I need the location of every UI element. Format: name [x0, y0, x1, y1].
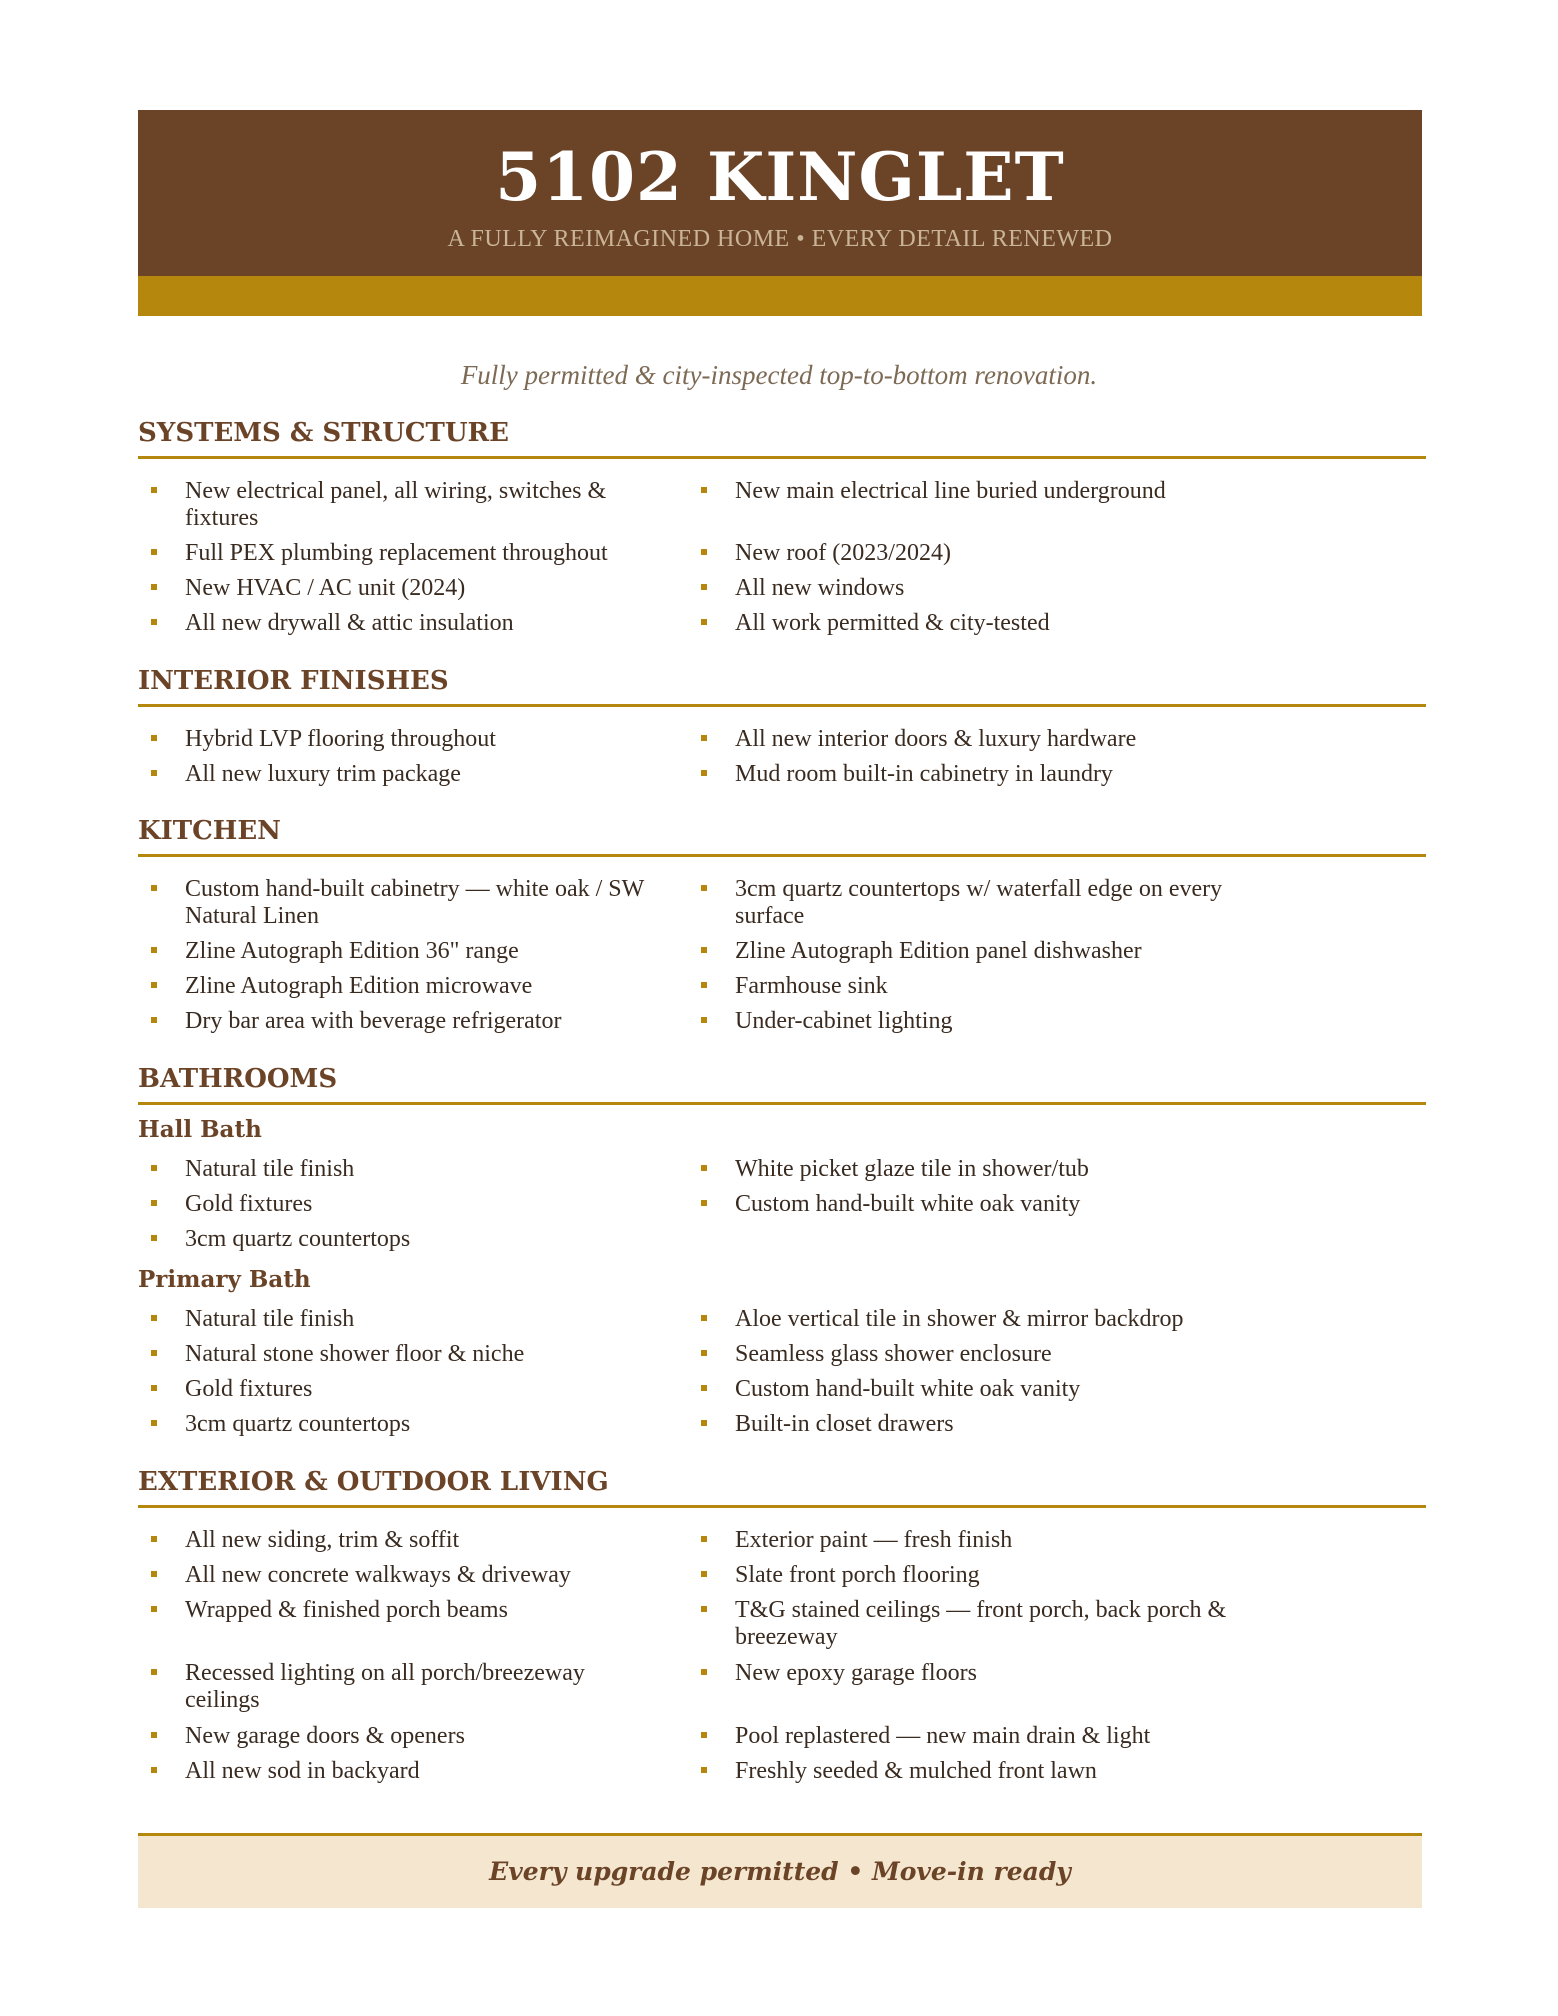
bullet-icon [701, 1350, 707, 1356]
bullet-icon [701, 1165, 707, 1171]
list-item: 3cm quartz countertops [185, 1226, 665, 1253]
footer-banner [138, 1833, 1422, 1908]
page-header [138, 110, 1422, 316]
tagline: Fully permitted & city-inspected top-to-bottom renovation. [460, 360, 1098, 390]
bullet-icon [701, 1732, 707, 1738]
bullet-icon [701, 584, 707, 590]
list-item: New roof (2023/2024) [735, 540, 1235, 567]
list-item: Custom hand-built cabinetry — white oak / SW Natural Linen [185, 876, 665, 930]
bullet-icon [701, 770, 707, 776]
list-item: All new sod in backyard [185, 1758, 665, 1785]
bullet-icon [151, 1571, 157, 1577]
section-title-exterior: EXTERIOR & OUTDOOR LIVING [138, 1467, 1426, 1508]
bullet-icon [151, 1669, 157, 1675]
list-item: Seamless glass shower enclosure [735, 1341, 1235, 1368]
bullet-icon [701, 735, 707, 741]
bullet-icon [701, 982, 707, 988]
list-item: Custom hand-built white oak vanity [735, 1191, 1235, 1218]
list-item: Natural stone shower floor & niche [185, 1341, 665, 1368]
bullet-icon [151, 1235, 157, 1241]
bullet-icon [151, 947, 157, 953]
bullet-icon [151, 487, 157, 493]
list-item: All new drywall & attic insulation [185, 610, 665, 637]
page-subtitle: A FULLY REIMAGINED HOME • EVERY DETAIL RENEWED [447, 226, 1113, 252]
bullet-icon [151, 1536, 157, 1542]
list-item: Exterior paint — fresh finish [735, 1527, 1235, 1554]
list-item: Full PEX plumbing replacement throughout [185, 540, 665, 567]
bullet-icon [701, 1767, 707, 1773]
list-item: Under-cabinet lighting [735, 1008, 1235, 1035]
footer-text: Every upgrade permitted • Move-in ready [489, 1857, 1071, 1886]
list-item: White picket glaze tile in shower/tub [735, 1156, 1235, 1183]
list-item: Dry bar area with beverage refrigerator [185, 1008, 665, 1035]
list-item: Farmhouse sink [735, 973, 1235, 1000]
bullet-icon [701, 885, 707, 891]
bullet-icon [701, 1606, 707, 1612]
list-item: Pool replastered — new main drain & light [735, 1723, 1235, 1750]
bullet-icon [151, 1385, 157, 1391]
list-item: All new interior doors & luxury hardware [735, 726, 1235, 753]
list-item: Aloe vertical tile in shower & mirror backdrop [735, 1306, 1235, 1333]
bullet-icon [151, 584, 157, 590]
bullet-icon [701, 549, 707, 555]
list-item: Built-in closet drawers [735, 1411, 1235, 1438]
list-item: New garage doors & openers [185, 1723, 665, 1750]
bullet-icon [701, 1200, 707, 1206]
list-item: All new siding, trim & soffit [185, 1527, 665, 1554]
list-item: Natural tile finish [185, 1156, 665, 1183]
list-item: All new luxury trim package [185, 761, 665, 788]
list-item: Gold fixtures [185, 1376, 665, 1403]
list-item: Zline Autograph Edition panel dishwasher [735, 938, 1235, 965]
bullet-icon [151, 1606, 157, 1612]
header-gold-band [138, 276, 1422, 316]
bullet-icon [151, 1420, 157, 1426]
bullet-icon [151, 1350, 157, 1356]
bullet-icon [701, 1669, 707, 1675]
bullet-icon [151, 1315, 157, 1321]
bullet-icon [151, 1165, 157, 1171]
list-item: Custom hand-built white oak vanity [735, 1376, 1235, 1403]
bullet-icon [701, 1536, 707, 1542]
bullet-icon [151, 982, 157, 988]
list-item: All new windows [735, 575, 1235, 602]
list-item: Recessed lighting on all porch/breezeway ceilings [185, 1660, 665, 1714]
bullet-icon [151, 1767, 157, 1773]
list-item: 3cm quartz countertops [185, 1411, 665, 1438]
bullet-icon [151, 1017, 157, 1023]
list-item: New epoxy garage floors [735, 1660, 1235, 1687]
list-item: Slate front porch flooring [735, 1562, 1235, 1589]
subsection-title-hall-bath: Hall Bath [138, 1116, 262, 1143]
list-item: Gold fixtures [185, 1191, 665, 1218]
list-item: New main electrical line buried underground [735, 478, 1235, 505]
list-item: Zline Autograph Edition 36" range [185, 938, 665, 965]
list-item: Freshly seeded & mulched front lawn [735, 1758, 1235, 1785]
list-item: Mud room built-in cabinetry in laundry [735, 761, 1235, 788]
section-title-systems: SYSTEMS & STRUCTURE [138, 418, 1426, 459]
bullet-icon [701, 1017, 707, 1023]
bullet-icon [151, 735, 157, 741]
bullet-icon [701, 619, 707, 625]
page-title: 5102 KINGLET [495, 138, 1065, 216]
section-title-kitchen: KITCHEN [138, 816, 1426, 857]
list-item: New HVAC / AC unit (2024) [185, 575, 665, 602]
bullet-icon [701, 1385, 707, 1391]
list-item: 3cm quartz countertops w/ waterfall edge on every surface [735, 876, 1235, 930]
section-title-bathrooms: BATHROOMS [138, 1064, 1426, 1105]
list-item: Natural tile finish [185, 1306, 665, 1333]
bullet-icon [701, 1315, 707, 1321]
list-item: T&G stained ceilings — front porch, back porch & breezeway [735, 1597, 1235, 1651]
bullet-icon [701, 1571, 707, 1577]
bullet-icon [701, 1420, 707, 1426]
bullet-icon [151, 549, 157, 555]
bullet-icon [701, 487, 707, 493]
bullet-icon [151, 619, 157, 625]
bullet-icon [151, 1200, 157, 1206]
bullet-icon [151, 1732, 157, 1738]
list-item: Hybrid LVP flooring throughout [185, 726, 665, 753]
list-item: Wrapped & finished porch beams [185, 1597, 665, 1624]
bullet-icon [151, 770, 157, 776]
bullet-icon [701, 947, 707, 953]
subsection-title-primary-bath: Primary Bath [138, 1266, 311, 1293]
list-item: All work permitted & city-tested [735, 610, 1235, 637]
list-item: New electrical panel, all wiring, switches & fixtures [185, 478, 665, 532]
section-title-interior: INTERIOR FINISHES [138, 666, 1426, 707]
bullet-icon [151, 885, 157, 891]
list-item: Zline Autograph Edition microwave [185, 973, 665, 1000]
list-item: All new concrete walkways & driveway [185, 1562, 665, 1589]
